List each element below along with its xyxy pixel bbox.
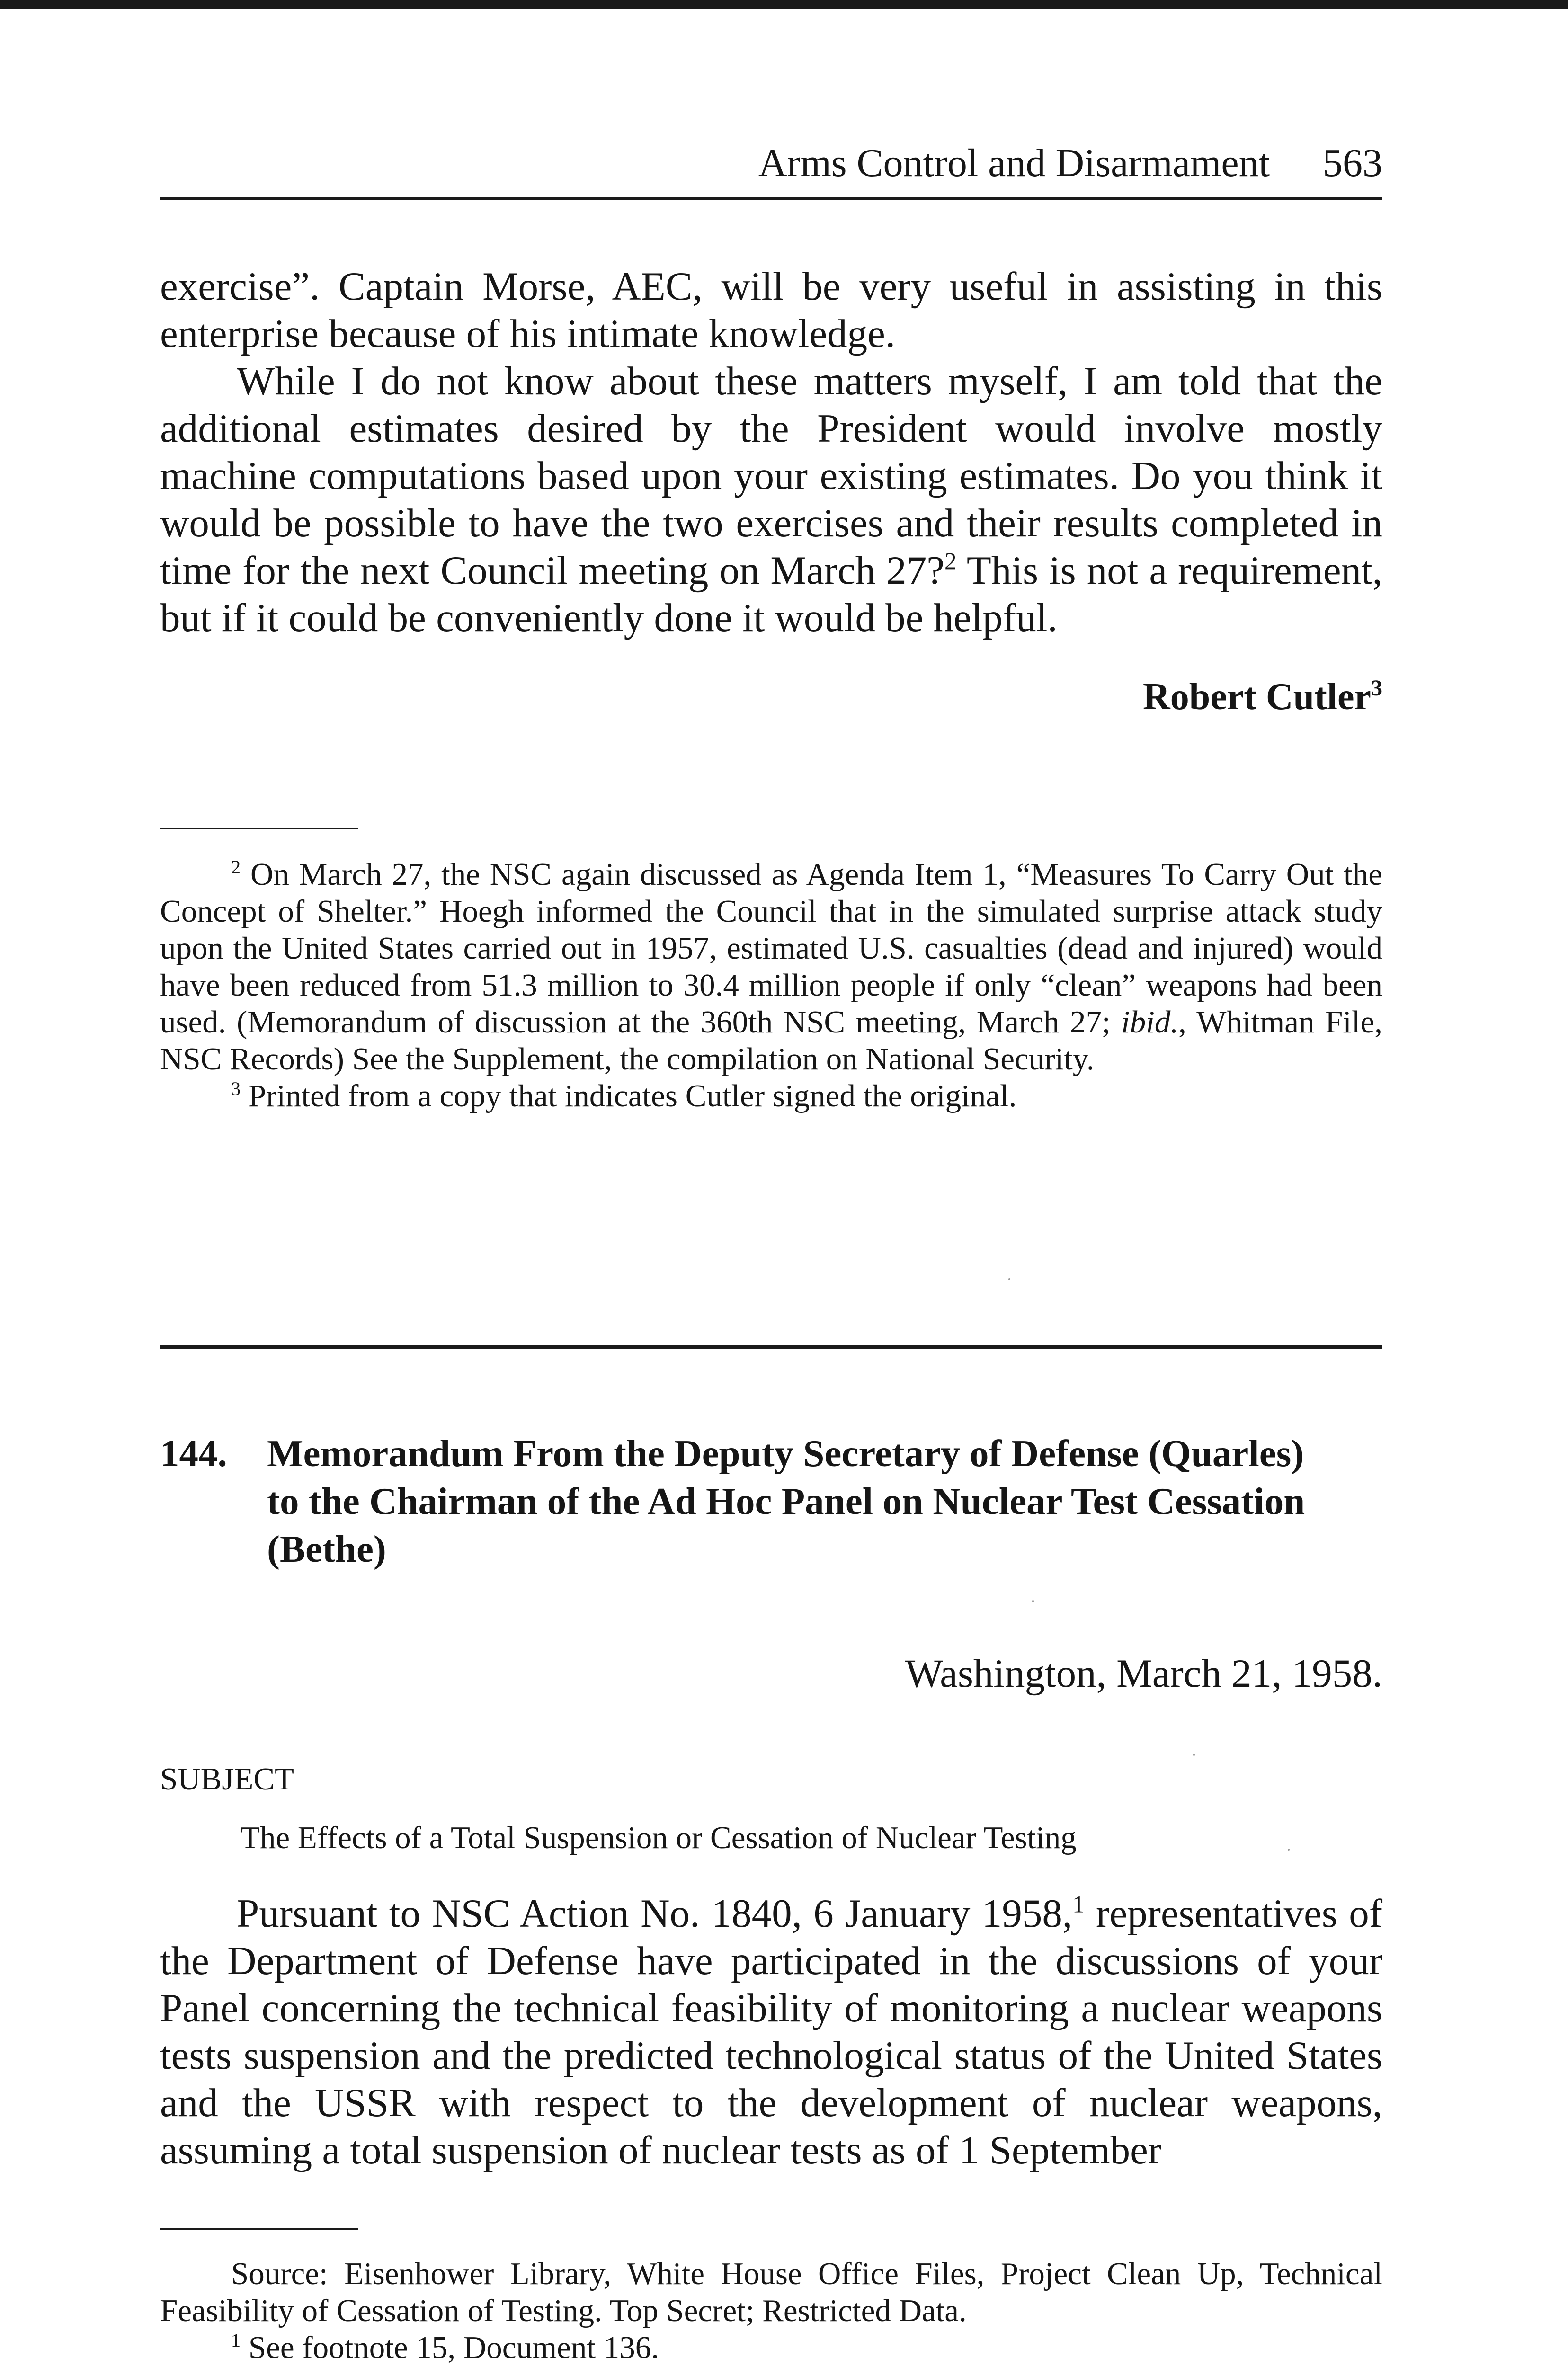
footnote-marker-2: 2 xyxy=(944,548,957,575)
paragraph-2-main: While I do not know about these matters myself, I am told that the additional estimates desired by the President would involve mostly machine computations based upon your existing estimates. Do you think it would be possible to have the two exercises and their results completed in time for the next Council meeting on March 27? xyxy=(160,359,1382,593)
source-note: Source: Eisenhower Library, White House Office Files, Project Clean Up, Technical Feasibility of Cessation of Testing. Top Secret; Restricted Data. xyxy=(160,2256,1382,2328)
scan-speck xyxy=(1288,1849,1290,1851)
subject-label: SUBJECT xyxy=(160,1762,294,1797)
memorandum-body xyxy=(160,1890,1382,2174)
footnote-3 xyxy=(160,1077,1382,1114)
footnotes-top xyxy=(160,856,1382,1114)
scan-speck xyxy=(1008,1278,1010,1280)
memorandum-text-b: representatives of the Department of Defense have participated in the discussions of your Panel concerning the technical feasibility of monitoring a nuclear weapons tests suspension and the predicted technological status of the United States and the USSR with respect to the development of nuclear weapons, assuming a total suspension of nuclear tests as of 1 September xyxy=(160,1891,1382,2172)
continuation-paragraph-1: exercise”. Captain Morse, AEC, will be very useful in assisting in this enterprise because of his intimate knowledge. xyxy=(160,264,1382,356)
footnote-marker-1: 1 xyxy=(1072,1891,1085,1918)
dateline: Washington, March 21, 1958. xyxy=(905,1651,1382,1696)
footnote-rule-bottom xyxy=(160,2228,358,2230)
memorandum-text-a: Pursuant to NSC Action No. 1840, 6 January 1958, xyxy=(237,1891,1073,1936)
footnote-2 xyxy=(160,856,1382,1077)
running-title: Arms Control and Disarmament xyxy=(758,141,1270,185)
paragraph-2-tail: This is not a requirement, but if it could be conveniently done it would be helpful. xyxy=(160,548,1382,640)
scan-speck xyxy=(1193,1754,1195,1756)
footnote-3-text: Printed from a copy that indicates Cutler signed the original. xyxy=(241,1078,1017,1113)
footnote-marker-3: 3 xyxy=(1371,676,1382,701)
footnote-1 xyxy=(160,2329,1382,2366)
signature xyxy=(160,673,1382,721)
running-header xyxy=(160,140,1382,192)
scan-top-edge xyxy=(0,0,1568,9)
footnote-2-ibid: ibid. xyxy=(1121,1005,1179,1040)
continuation-paragraph-2 xyxy=(160,357,1382,641)
footnote-2-marker: 2 xyxy=(231,856,241,878)
subject-text: The Effects of a Total Suspension or Cessation of Nuclear Testing xyxy=(241,1820,1077,1855)
page-number: 563 xyxy=(1323,141,1382,185)
footnote-2-text-b: , Whitman File, NSC Records) See the Supplement, the compilation on National Security. xyxy=(160,1005,1382,1077)
footnote-2-text-a: On March 27, the NSC again discussed as Agenda Item 1, “Measures To Carry Out the Concept of Shelter.” Hoegh informed the Council that in the simulated surprise attack study upon the United States carried out in 1957, estimated U.S. casualties (dead and injured) would have been reduced from 51.3 million to 30.4 million people if only “clean” weapons had been used. (Memorandum of discussion at the 360th NSC meeting, March 27; xyxy=(160,857,1382,1040)
scan-speck xyxy=(1032,1600,1034,1602)
document-number: 144. xyxy=(160,1432,227,1475)
document-heading xyxy=(160,1430,1382,1573)
footnotes-bottom xyxy=(160,2255,1382,2366)
footnote-rule-top xyxy=(160,828,358,829)
header-rule xyxy=(160,197,1382,200)
footnote-1-marker: 1 xyxy=(231,2329,241,2351)
memorandum-paragraph-1 xyxy=(160,1890,1382,2174)
footnote-1-text: See footnote 15, Document 136. xyxy=(241,2330,659,2365)
document-title: Memorandum From the Deputy Secretary of Defense (Quarles) to the Chairman of the Ad Hoc Panel on Nuclear Test Cessation (Bethe) xyxy=(267,1432,1305,1570)
section-rule xyxy=(160,1345,1382,1349)
continuation-text xyxy=(160,263,1382,641)
footnote-3-marker: 3 xyxy=(231,1077,241,1099)
signature-name: Robert Cutler xyxy=(1142,676,1371,718)
